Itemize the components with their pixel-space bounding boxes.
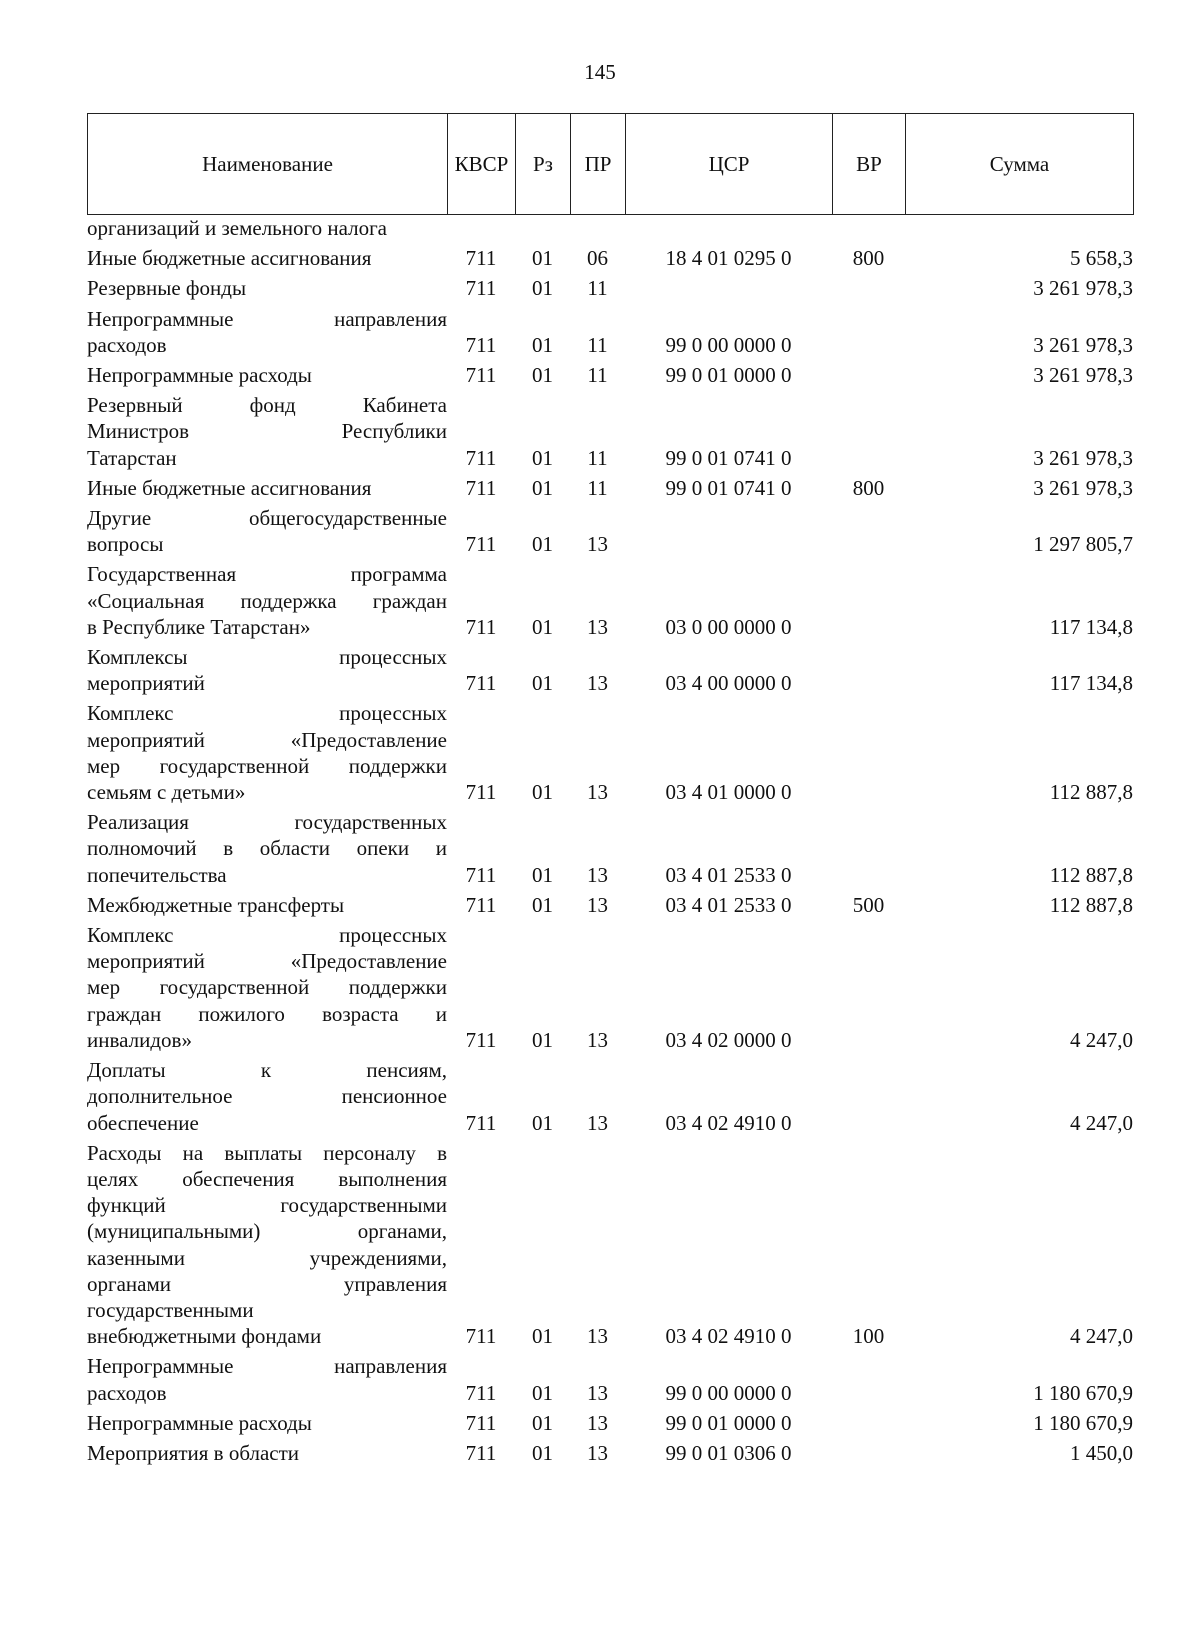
cell-sum: 3 261 978,3	[1033, 445, 1133, 470]
cell-csr: 18 4 01 0295 0	[665, 246, 792, 271]
cell-sum: 3 261 978,3	[1033, 276, 1133, 301]
cell-kvsr: 711	[465, 1324, 497, 1349]
row-name-line: Мероприятия в области	[87, 1440, 300, 1465]
cell-sum: 3 261 978,3	[1033, 475, 1133, 500]
row-name-line: организаций и земельного налога	[87, 216, 387, 240]
cell-rz: 01	[532, 475, 553, 500]
cell-pr: 13	[587, 892, 608, 917]
cell-pr: 11	[587, 332, 608, 357]
row-name-line: казенными учреждениями,	[87, 1245, 447, 1270]
column-header-name: Наименование	[88, 114, 448, 215]
row-name-line: мероприятий	[87, 671, 205, 696]
row-name	[87, 471, 447, 501]
column-header-rz: Рз	[516, 114, 571, 215]
table-row	[87, 241, 1133, 271]
cell-sum: 4 247,0	[1070, 1324, 1133, 1349]
row-name	[87, 696, 447, 805]
cell-csr: 03 4 01 0000 0	[665, 780, 792, 805]
budget-table	[87, 215, 1133, 1466]
row-name-line: Непрограммные направления	[87, 1354, 447, 1379]
cell-sum: 112 887,8	[1049, 780, 1133, 805]
cell-sum: 5 658,3	[1070, 246, 1133, 271]
cell-csr: 03 4 01 2533 0	[665, 862, 792, 887]
row-name-line: вопросы	[87, 532, 164, 557]
row-name-line: Резервные фонды	[87, 276, 247, 301]
row-name-line: Непрограммные расходы	[87, 363, 312, 388]
cell-vr	[832, 1436, 905, 1466]
table-row	[87, 302, 1133, 358]
table-row	[87, 1349, 1133, 1405]
cell-rz	[515, 215, 570, 241]
table-row	[87, 215, 1133, 241]
cell-vr	[832, 215, 905, 241]
cell-vr: 800	[852, 475, 885, 500]
row-name-line: Иные бюджетные ассигнования	[87, 246, 372, 271]
row-name-line: функций государственными	[87, 1193, 447, 1218]
cell-pr: 11	[587, 475, 608, 500]
cell-csr: 99 0 01 0306 0	[665, 1440, 792, 1465]
cell-rz: 01	[532, 332, 553, 357]
cell-pr: 11	[587, 445, 608, 470]
cell-csr	[625, 271, 832, 301]
table-row	[87, 805, 1133, 888]
cell-vr	[832, 1406, 905, 1436]
cell-kvsr	[447, 215, 515, 241]
cell-sum: 112 887,8	[1049, 862, 1133, 887]
cell-vr	[832, 918, 905, 1053]
table-row	[87, 888, 1133, 918]
table-row	[87, 271, 1133, 301]
row-name-line: Расходы на выплаты персоналу в	[87, 1140, 447, 1165]
cell-csr: 03 0 00 0000 0	[665, 614, 792, 639]
cell-kvsr: 711	[465, 892, 497, 917]
cell-vr	[832, 1349, 905, 1405]
cell-vr	[832, 302, 905, 358]
row-name-line: Межбюджетные трансферты	[87, 892, 345, 917]
cell-kvsr: 711	[465, 363, 497, 388]
row-name	[87, 501, 447, 557]
cell-kvsr: 711	[465, 862, 497, 887]
cell-sum: 3 261 978,3	[1033, 332, 1133, 357]
column-header-pr: ПР	[571, 114, 626, 215]
cell-vr: 800	[852, 246, 885, 271]
column-header-kvsr: КВСР	[448, 114, 516, 215]
row-name-line: «Социальная поддержка граждан	[87, 588, 447, 613]
cell-vr	[832, 640, 905, 696]
table-row	[87, 918, 1133, 1053]
column-header-vr: ВР	[833, 114, 906, 215]
row-name	[87, 1436, 447, 1466]
cell-pr: 13	[587, 532, 608, 557]
cell-rz: 01	[532, 1324, 553, 1349]
row-name-line: дополнительное пенсионное	[87, 1084, 447, 1109]
row-name	[87, 557, 447, 640]
cell-kvsr: 711	[465, 1380, 497, 1405]
cell-csr: 03 4 01 2533 0	[665, 892, 792, 917]
table-header	[87, 113, 1134, 215]
cell-pr: 13	[587, 1110, 608, 1135]
cell-kvsr: 711	[465, 532, 497, 557]
cell-csr	[625, 501, 832, 557]
cell-csr: 03 4 02 0000 0	[665, 1027, 792, 1052]
row-name-line: Комплекс процессных	[87, 923, 447, 948]
cell-rz: 01	[532, 1110, 553, 1135]
table-row	[87, 1436, 1133, 1466]
cell-rz: 01	[532, 246, 553, 271]
row-name-line: инвалидов»	[87, 1027, 192, 1052]
cell-vr	[832, 271, 905, 301]
cell-csr: 03 4 00 0000 0	[665, 671, 792, 696]
table-row	[87, 1406, 1133, 1436]
cell-rz: 01	[532, 532, 553, 557]
cell-rz: 01	[532, 780, 553, 805]
cell-pr: 13	[587, 1410, 608, 1435]
row-name-line: мероприятий «Предоставление	[87, 949, 447, 974]
table-row	[87, 557, 1133, 640]
row-name-line: Иные бюджетные ассигнования	[87, 475, 372, 500]
row-name	[87, 388, 447, 471]
cell-pr: 13	[587, 671, 608, 696]
cell-csr: 99 0 01 0741 0	[665, 475, 792, 500]
cell-kvsr: 711	[465, 475, 497, 500]
cell-rz: 01	[532, 276, 553, 301]
cell-pr: 11	[587, 276, 608, 301]
cell-pr: 13	[587, 1440, 608, 1465]
cell-sum: 1 180 670,9	[1033, 1380, 1133, 1405]
row-name-line: Татарстан	[87, 445, 177, 470]
cell-pr: 13	[587, 614, 608, 639]
row-name-line: расходов	[87, 1380, 167, 1405]
row-name-line: целях обеспечения выполнения	[87, 1166, 447, 1191]
row-name	[87, 302, 447, 358]
cell-kvsr: 711	[465, 1440, 497, 1465]
cell-rz: 01	[532, 1410, 553, 1435]
row-name-line: Другие общегосударственные	[87, 506, 447, 531]
table-row	[87, 640, 1133, 696]
cell-sum	[905, 215, 1133, 241]
cell-kvsr: 711	[465, 671, 497, 696]
row-name-line: Комплекс процессных	[87, 701, 447, 726]
row-name	[87, 1406, 447, 1436]
row-name	[87, 215, 447, 241]
row-name-line: мер государственной поддержки	[87, 753, 447, 778]
row-name-line: Непрограммные направления	[87, 306, 447, 331]
row-name-line: семьям с детьми»	[87, 780, 246, 805]
row-name-line: Резервный фонд Кабинета	[87, 393, 447, 418]
row-name	[87, 918, 447, 1053]
cell-sum: 1 180 670,9	[1033, 1410, 1133, 1435]
cell-pr: 11	[587, 363, 608, 388]
row-name-line: Доплаты к пенсиям,	[87, 1058, 447, 1083]
cell-pr: 13	[587, 780, 608, 805]
cell-sum: 117 134,8	[1049, 614, 1133, 639]
row-name-line: Непрограммные расходы	[87, 1410, 312, 1435]
row-name	[87, 805, 447, 888]
cell-kvsr: 711	[465, 332, 497, 357]
cell-vr	[832, 501, 905, 557]
cell-sum: 4 247,0	[1070, 1027, 1133, 1052]
cell-sum: 117 134,8	[1049, 671, 1133, 696]
cell-kvsr: 711	[465, 1027, 497, 1052]
row-name-line: Комплексы процессных	[87, 645, 447, 670]
cell-csr	[625, 215, 832, 241]
cell-csr: 03 4 02 4910 0	[665, 1110, 792, 1135]
cell-csr: 99 0 01 0000 0	[665, 1410, 792, 1435]
cell-vr	[832, 805, 905, 888]
cell-pr: 13	[587, 1324, 608, 1349]
row-name	[87, 241, 447, 271]
row-name-line: Государственная программа	[87, 562, 447, 587]
cell-kvsr: 711	[465, 1410, 497, 1435]
row-name	[87, 1349, 447, 1405]
cell-csr: 99 0 00 0000 0	[665, 1380, 792, 1405]
row-name-line: внебюджетными фондами	[87, 1324, 322, 1349]
row-name-line: государственными	[87, 1297, 254, 1322]
table-row	[87, 1136, 1133, 1350]
cell-csr: 99 0 01 0000 0	[665, 363, 792, 388]
cell-kvsr: 711	[465, 276, 497, 301]
cell-kvsr: 711	[465, 246, 497, 271]
cell-rz: 01	[532, 892, 553, 917]
page-number: 145	[584, 60, 616, 84]
cell-rz: 01	[532, 445, 553, 470]
cell-vr	[832, 358, 905, 388]
table-row	[87, 501, 1133, 557]
cell-rz: 01	[532, 1027, 553, 1052]
cell-rz: 01	[532, 363, 553, 388]
cell-sum: 112 887,8	[1049, 892, 1133, 917]
row-name-line: обеспечение	[87, 1110, 199, 1135]
cell-kvsr: 711	[465, 1110, 497, 1135]
cell-csr: 03 4 02 4910 0	[665, 1324, 792, 1349]
cell-pr: 13	[587, 1380, 608, 1405]
row-name-line: расходов	[87, 332, 167, 357]
table-row	[87, 388, 1133, 471]
cell-vr	[832, 696, 905, 805]
row-name-line: органами управления	[87, 1271, 447, 1296]
cell-rz: 01	[532, 1380, 553, 1405]
cell-rz: 01	[532, 1440, 553, 1465]
cell-sum: 1 450,0	[1070, 1440, 1133, 1465]
cell-kvsr: 711	[465, 780, 497, 805]
cell-vr: 500	[852, 892, 885, 917]
cell-kvsr: 711	[465, 445, 497, 470]
cell-vr: 100	[852, 1324, 885, 1349]
cell-vr	[832, 557, 905, 640]
row-name-line: полномочий в области опеки и	[87, 836, 447, 861]
row-name-line: в Республике Татарстан»	[87, 614, 311, 639]
cell-vr	[832, 388, 905, 471]
cell-pr	[570, 215, 625, 241]
row-name-line: мер государственной поддержки	[87, 975, 447, 1000]
cell-rz: 01	[532, 614, 553, 639]
row-name	[87, 640, 447, 696]
table-body	[87, 215, 1133, 1466]
cell-csr: 99 0 00 0000 0	[665, 332, 792, 357]
table-row	[87, 471, 1133, 501]
cell-csr: 99 0 01 0741 0	[665, 445, 792, 470]
cell-vr	[832, 1053, 905, 1136]
row-name-line: Реализация государственных	[87, 810, 447, 835]
table-row	[87, 358, 1133, 388]
cell-rz: 01	[532, 671, 553, 696]
row-name-line: мероприятий «Предоставление	[87, 727, 447, 752]
cell-sum: 3 261 978,3	[1033, 363, 1133, 388]
cell-sum: 1 297 805,7	[1033, 532, 1133, 557]
row-name	[87, 888, 447, 918]
cell-pr: 13	[587, 1027, 608, 1052]
cell-rz: 01	[532, 862, 553, 887]
table-row	[87, 696, 1133, 805]
cell-pr: 13	[587, 862, 608, 887]
column-header-csr: ЦСР	[626, 114, 833, 215]
row-name	[87, 271, 447, 301]
cell-sum: 4 247,0	[1070, 1110, 1133, 1135]
cell-kvsr: 711	[465, 614, 497, 639]
row-name	[87, 1053, 447, 1136]
row-name-line: граждан пожилого возраста и	[87, 1001, 447, 1026]
column-header-sum: Сумма	[906, 114, 1134, 215]
row-name	[87, 358, 447, 388]
cell-pr: 06	[587, 246, 608, 271]
table-row	[87, 1053, 1133, 1136]
row-name-line: попечительства	[87, 862, 227, 887]
row-name	[87, 1136, 447, 1350]
row-name-line: Министров Республики	[87, 419, 447, 444]
row-name-line: (муниципальными) органами,	[87, 1219, 447, 1244]
